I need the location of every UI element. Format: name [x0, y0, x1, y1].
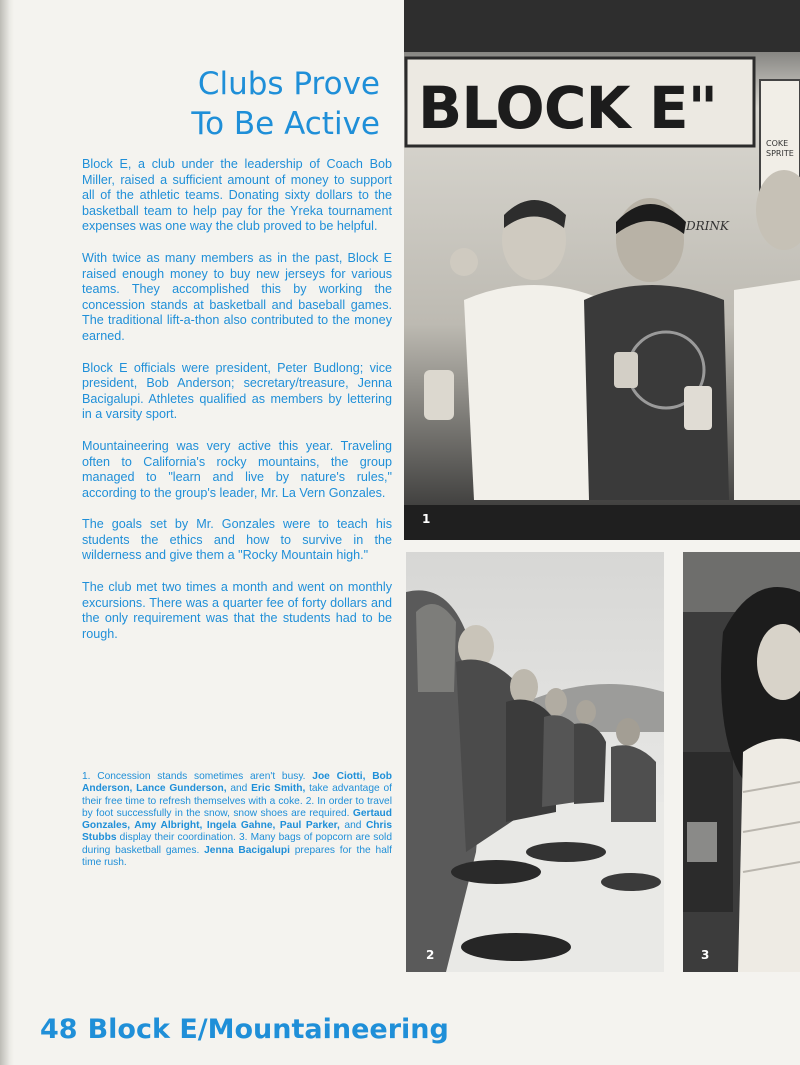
photo-3-number: 3 — [701, 948, 710, 962]
page-headline — [150, 64, 380, 144]
photo-3-image — [683, 552, 800, 972]
page-binding-shadow — [0, 0, 14, 1065]
sprite-sign-text: SPRITE — [766, 149, 794, 158]
paragraph-mountaineering-intro: Mountaineering was very active this year. Traveling often to California's rocky mountains, the group managed to "learn and live by nature's rules," according to the group's leader, Mr. La Vern Gonzales. — [82, 438, 392, 500]
paragraph-block-e-leadership: Block E, a club under the leadership of Coach Bob Miller, raised a sufficient amount of money to support all of the athletic teams. Donating sixty dollars to the basketball team to help pay for the Yreka tournament expenses was one way the club proved to be helpful. — [82, 157, 392, 234]
section-title: Block E/Mountaineering — [87, 1014, 449, 1045]
coke-sign-text: COKE — [766, 139, 789, 148]
headline-line-1: Clubs Prove — [197, 66, 380, 102]
page-number: 48 — [40, 1014, 78, 1045]
photo-2-image — [406, 552, 664, 972]
caption-text: display their coordination. 3. Many bags of popcorn are sold during basketball games. — [82, 832, 392, 856]
article-body — [82, 157, 392, 658]
photo-1-image — [404, 0, 800, 540]
photo-mountaineering — [406, 552, 664, 972]
headline-line-2: To Be Active — [191, 106, 380, 142]
caption-names: Chris Stubbs — [82, 820, 392, 844]
paragraph-mountaineering-goals: The goals set by Mr. Gonzales were to teach his students the ethics and how to survive in the wilderness and give them a "Rocky Mountain high." — [82, 517, 392, 563]
caption-text: 1. Concession stands sometimes aren't busy. — [82, 771, 306, 782]
caption-text: and — [230, 783, 248, 795]
paragraph-mountaineering-meetings: The club met two times a month and went on monthly excursions. There was a quarter fee of forty dollars and the only requirement was that the students had to be rough. — [82, 580, 392, 641]
block-e-sign-text: BLOCK E" — [418, 74, 718, 142]
page-footer — [40, 1010, 449, 1050]
caption-names: Jenna Bacigalupi — [204, 844, 290, 856]
caption-text: take advantage of their free time to refresh themselves with a coke. 2. In order to travel by foot successfully in the snow, snow shoes are required. — [82, 783, 392, 819]
photo-1-number: 1 — [422, 512, 431, 526]
paragraph-block-e-fundraising: With twice as many members as in the past, Block E raised enough money to buy new jerseys for various teams. They accomplished this by working the concession stands at basketball and baseball games. The traditional lift-a-thon also contributed to the money earned. — [82, 250, 392, 343]
caption-names: Joe Ciotti, Bob Anderson, Lance Gunderson, — [82, 771, 392, 795]
photo-popcorn — [683, 552, 800, 972]
caption-text: and — [344, 820, 362, 832]
caption-names: Eric Smith, — [251, 783, 306, 795]
photo-captions — [82, 771, 392, 869]
photo-concession-stand — [404, 0, 800, 540]
drink-sign-text: DRINK — [686, 219, 729, 233]
caption-text: prepares for the half time rush. — [82, 844, 392, 869]
photo-2-number: 2 — [426, 948, 435, 962]
caption-names: Gertaud Gonzales, Amy Albright, Ingela Gahne, Paul Parker, — [82, 807, 392, 832]
paragraph-block-e-officials: Block E officials were president, Peter Budlong; vice president, Bob Anderson; secretary/treasure, Jenna Bacigalupi. Athletes qualified as members by lettering in a varsity sport. — [82, 360, 392, 422]
